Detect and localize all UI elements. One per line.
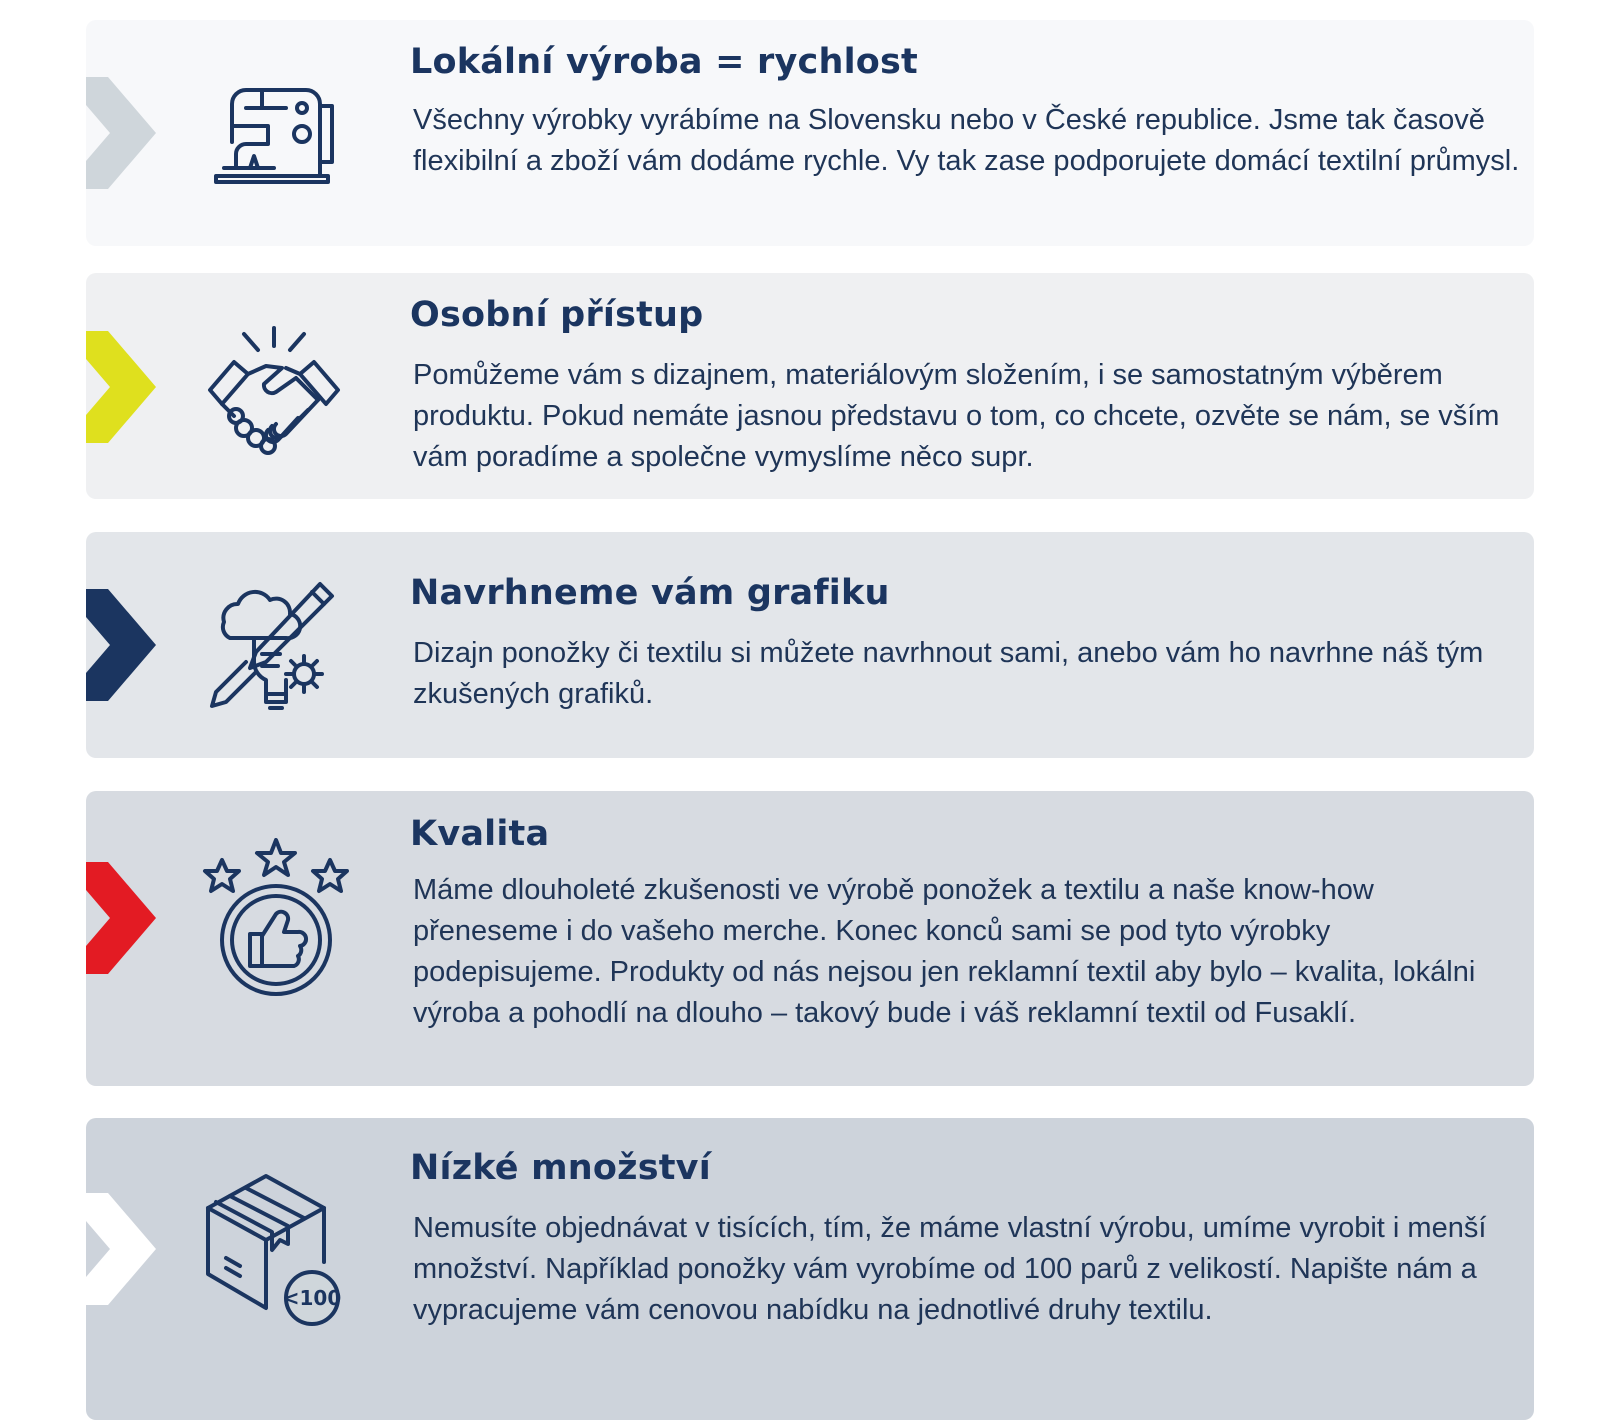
chevron-yellow-shape — [86, 331, 156, 443]
feature-title: Navrhneme vám grafiku — [410, 573, 890, 613]
chevron-white-icon — [86, 1193, 156, 1305]
creative-idea-icon — [200, 570, 350, 720]
chevron-gray-shape — [86, 77, 156, 189]
chevron-navy-shape — [86, 589, 156, 701]
feature-description: Dizajn ponožky či textilu si můžete navrhnout sami, anebo vám ho navrhne náš tým zkušených grafiků. — [413, 637, 1484, 710]
chevron-yellow-icon — [86, 331, 156, 443]
feature-title: Nízké množství — [410, 1148, 711, 1188]
feature-description: Nemusíte objednávat v tisících, tím, že máme vlastní výrobu, umíme vyrobit i menší množství. Například ponožky vám vyrobíme od 100 parů z velikostí. Napište nám a vypracujeme vám cenovou nabídku na jednotlivé druhy textilu. — [413, 1212, 1487, 1326]
box-icon — [200, 1168, 350, 1328]
chevron-navy-icon — [86, 589, 156, 701]
feature-description: Všechny výrobky vyrábíme na Slovensku nebo v České republice. Jsme tak časově flexibilní a zboží vám dodáme rychle. Vy tak zase podporujete domácí textilní průmysl. — [413, 104, 1520, 177]
chevron-gray-icon — [86, 77, 156, 189]
chevron-red-shape — [86, 862, 156, 974]
min-quantity-badge: <100 — [282, 1286, 342, 1310]
feature-title: Lokální výroba = rychlost — [410, 42, 918, 82]
quality-thumbs-up-icon — [200, 838, 352, 998]
feature-title: Kvalita — [410, 814, 550, 854]
chevron-red-icon — [86, 862, 156, 974]
feature-description: Pomůžeme vám s dizajnem, materiálovým složením, i se samostatným výběrem produktu. Pokud nemáte jasnou představu o tom, co chcete, ozvěte se nám, se vším vám poradíme a společne vymyslíme něco supr. — [413, 359, 1500, 473]
sewing-machine-icon — [202, 64, 352, 214]
feature-title: Osobní přístup — [410, 295, 704, 335]
handshake-icon — [200, 316, 350, 466]
feature-description: Máme dlouholeté zkušenosti ve výrobě ponožek a textilu a naše know-how přeneseme i do vašeho merche. Konec konců sami se pod tyto výrobky podepisujeme. Produkty od nás nejsou jen reklamní textil aby bylo – kvalita, lokálni výroba a pohodlí na dlouho – takový bude i váš reklamní textil od Fusaklí. — [413, 874, 1476, 1029]
chevron-white-shape — [86, 1193, 156, 1305]
